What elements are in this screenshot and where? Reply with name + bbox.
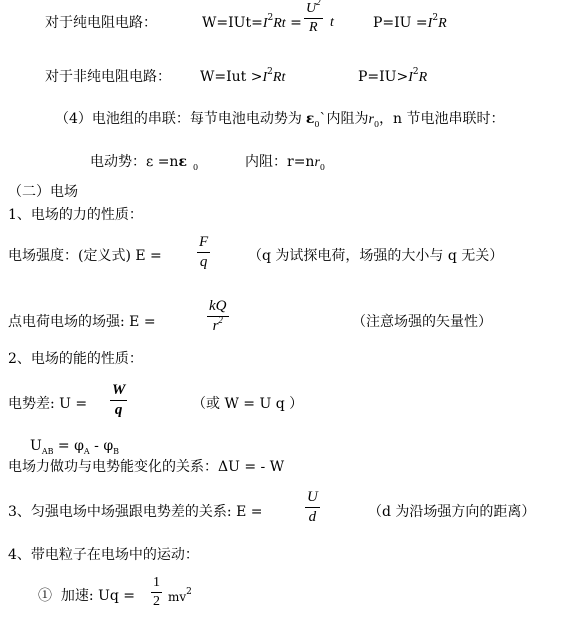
battery-r: r [368, 112, 374, 127]
battery-text-b: `内阻为 [319, 111, 369, 127]
pure-power-sup: 2 [432, 13, 439, 23]
nonpure-work-formula [200, 67, 286, 85]
nonpure-power-r: R [418, 70, 428, 85]
pure-fraction [304, 2, 323, 35]
pure-power-prefix: P=IU = [373, 15, 428, 31]
pure-work-rt: Rt [273, 16, 286, 31]
potential-fraction-num: W [110, 383, 127, 401]
potential-fraction-den: q [114, 402, 123, 418]
acc-circle: ① [38, 588, 52, 604]
pure-t: t [330, 15, 334, 30]
pure-work-eq: = [290, 15, 302, 31]
pure-resistance-label: 对于纯电阻电路： [45, 15, 157, 31]
item-3-heading: 3、匀强电场中场强跟电势差的关系: E = [8, 504, 263, 520]
field-fraction-den: q [199, 254, 208, 270]
pure-power-i: I [427, 16, 433, 31]
acc-mv-sup: 2 [186, 587, 192, 597]
nonpure-work-sup: 2 [267, 67, 273, 77]
work-energy-relation: 电场力做功与电势能变化的关系：ΔU = - W [8, 459, 285, 475]
inner-resistance-line [245, 155, 325, 170]
pure-power-formula [373, 13, 447, 31]
acceleration-line [38, 589, 135, 603]
battery-series-line [55, 112, 505, 127]
field-fraction-num: F [197, 235, 210, 253]
nonpure-power-formula [358, 67, 428, 85]
nonpure-work-rt: Rt [272, 70, 286, 85]
acc-fraction-den: 2 [153, 594, 160, 609]
uniform-field-note: （d 为沿场强方向的距离） [368, 504, 536, 520]
inner-label: 内阻：r=n [245, 154, 315, 170]
nonpure-power-sup: 2 [412, 67, 419, 77]
pure-work-formula [202, 13, 302, 31]
point-charge-label: 点电荷电场的场强: E = [8, 314, 156, 330]
emf-line [90, 154, 199, 172]
uab-minus: - φ [89, 438, 114, 454]
uab-u: U [30, 438, 42, 454]
point-fraction-num: kQ [207, 299, 229, 317]
nonpure-power-i: I [408, 70, 413, 85]
uab-a: A [83, 447, 90, 456]
battery-text-c: ，n 节电池串联时： [379, 111, 505, 127]
nonpure-work-i: I [262, 70, 268, 85]
acc-fraction-num: 1 [151, 576, 162, 593]
battery-eps: ε [305, 111, 315, 127]
pure-work-i: I [262, 16, 268, 31]
battery-eps-sub: 0 [314, 120, 320, 129]
field-strength-label: 电场强度：(定义式) E = [8, 248, 162, 264]
item-2-heading: 2、电场的能的性质： [8, 351, 143, 367]
pure-fraction-num: U [306, 1, 317, 16]
pure-fraction-sup: 2 [316, 0, 321, 7]
point-fraction [207, 299, 229, 334]
inner-r: r [314, 155, 320, 170]
potential-fraction [110, 383, 127, 418]
emf-label: 电动势：ε =n [90, 154, 179, 170]
potential-diff-note: （或 W = U q ） [192, 396, 304, 412]
uab-sub: AB [41, 447, 54, 456]
emf-eps-sub: 0 [192, 163, 199, 172]
field-fraction [197, 235, 210, 270]
pure-work-sup: 2 [267, 13, 274, 23]
section-electric-field: （二）电场 [8, 184, 78, 200]
uab-formula [30, 438, 120, 456]
uniform-fraction [305, 490, 320, 525]
uniform-fraction-den: d [308, 509, 317, 525]
item-4-heading: 4、带电粒子在电场中的运动： [8, 547, 199, 563]
battery-text-a: （4）电池组的串联：每节电池电动势为 [55, 111, 302, 127]
acc-mv [168, 587, 192, 604]
point-fraction-sup: 2 [218, 315, 223, 325]
potential-diff-label: 电势差: U = [8, 396, 88, 412]
uniform-fraction-num: U [305, 490, 320, 508]
field-strength-note: （q 为试探电荷，场强的大小与 q 无关） [248, 248, 504, 264]
inner-r-sub: 0 [319, 163, 325, 172]
acc-label: 加速: Uq = [60, 588, 136, 604]
pure-fraction-den: R [309, 20, 318, 35]
nonpure-resistance-label: 对于非纯电阻电路： [45, 69, 171, 85]
nonpure-power-prefix: P=IU> [358, 69, 409, 85]
acc-mv-text: mv [168, 590, 187, 604]
item-1-heading: 1、电场的力的性质： [8, 207, 143, 223]
uab-b: B [113, 447, 120, 456]
point-charge-note: （注意场强的矢量性） [352, 314, 492, 330]
battery-r-sub: 0 [373, 120, 380, 129]
pure-work-prefix: W=IUt= [202, 15, 263, 31]
pure-power-r: R [438, 16, 447, 31]
emf-eps: ε [178, 154, 187, 170]
point-fraction-den: r [212, 318, 219, 334]
uab-mid: = φ [53, 438, 84, 454]
acceleration-fraction [151, 576, 162, 609]
nonpure-work-prefix: W=Iut > [200, 69, 263, 85]
